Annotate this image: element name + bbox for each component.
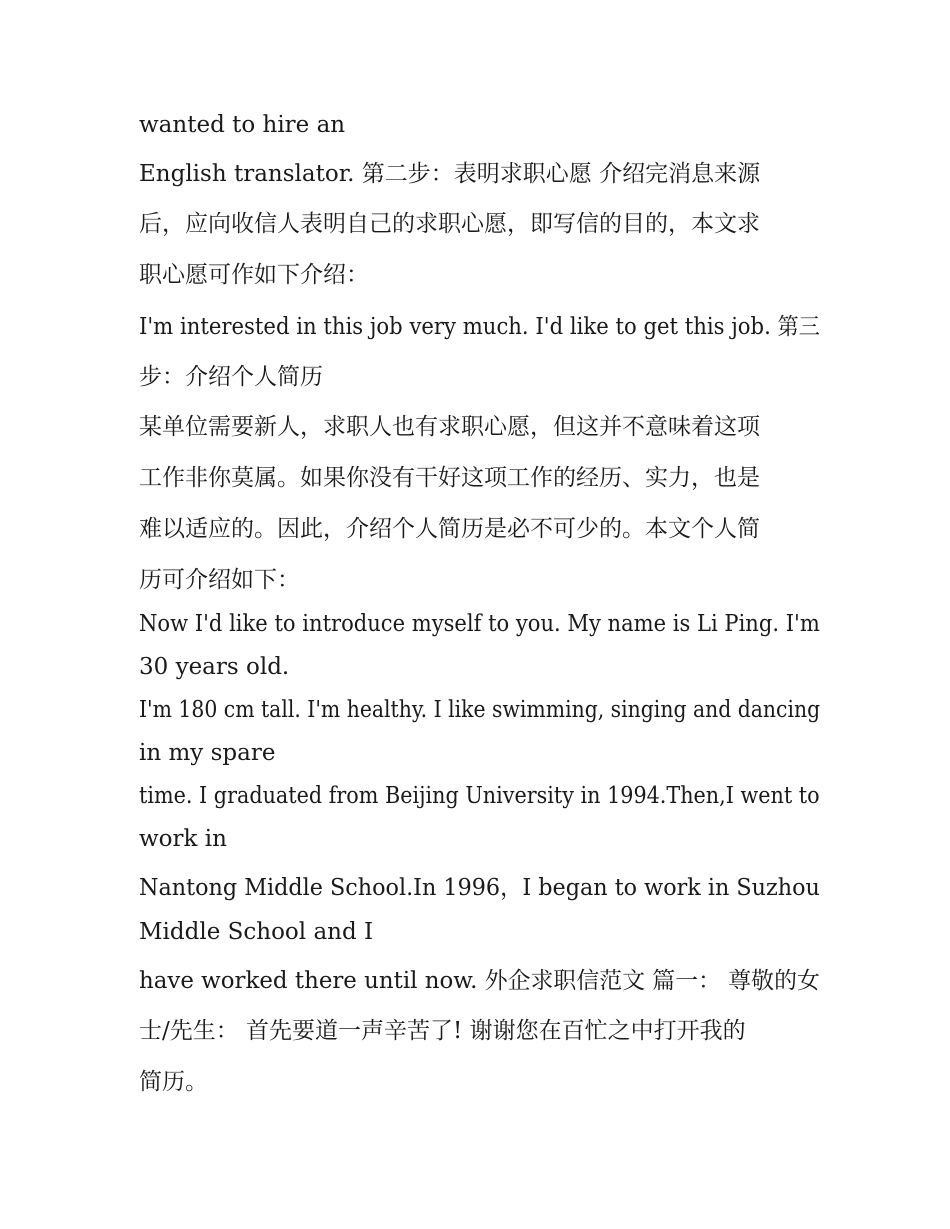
text-line: 难以适应的。因此，介绍个人简历是必不可少的。本文个人简 — [139, 516, 760, 542]
text-line: time. I graduated from Beijing University in 1994.Then,I went to — [139, 783, 820, 809]
text-line: have worked there until now. 外企求职信范文 篇一： 尊敬的女 — [139, 968, 820, 994]
text-line: 30 years old. — [139, 654, 290, 680]
text-line: 历可介绍如下： — [139, 567, 300, 593]
text-line: 简历。 — [139, 1069, 208, 1095]
text-line: 职心愿可作如下介绍： — [139, 262, 369, 288]
text-line: 工作非你莫属。如果你没有干好这项工作的经历、实力，也是 — [139, 465, 760, 491]
text-line: I'm interested in this job very much. I'd like to get this job. 第三 — [139, 314, 820, 340]
text-line: Nantong Middle School.In 1996，I began to work in Suzhou — [139, 875, 820, 901]
text-line: 后，应向收信人表明自己的求职心愿，即写信的目的，本文求 — [139, 211, 760, 237]
text-line: wanted to hire an — [139, 112, 346, 138]
text-line: English translator. 第二步：表明求职心愿 介绍完消息来源 — [139, 161, 761, 187]
text-line: Middle School and I — [139, 919, 374, 945]
text-line: 步：介绍个人简历 — [139, 364, 323, 390]
text-line: 某单位需要新人，求职人也有求职心愿，但这并不意味着这项 — [139, 414, 760, 440]
text-line: 士/先生： 首先要道一声辛苦了! 谢谢您在百忙之中打开我的 — [139, 1018, 746, 1044]
text-line: Now I'd like to introduce myself to you. My name is Li Ping. I'm — [139, 611, 820, 637]
text-line: I'm 180 cm tall. I'm healthy. I like swimming, singing and dancing — [139, 697, 821, 723]
text-line: in my spare — [139, 740, 276, 766]
text-line: work in — [139, 826, 227, 852]
